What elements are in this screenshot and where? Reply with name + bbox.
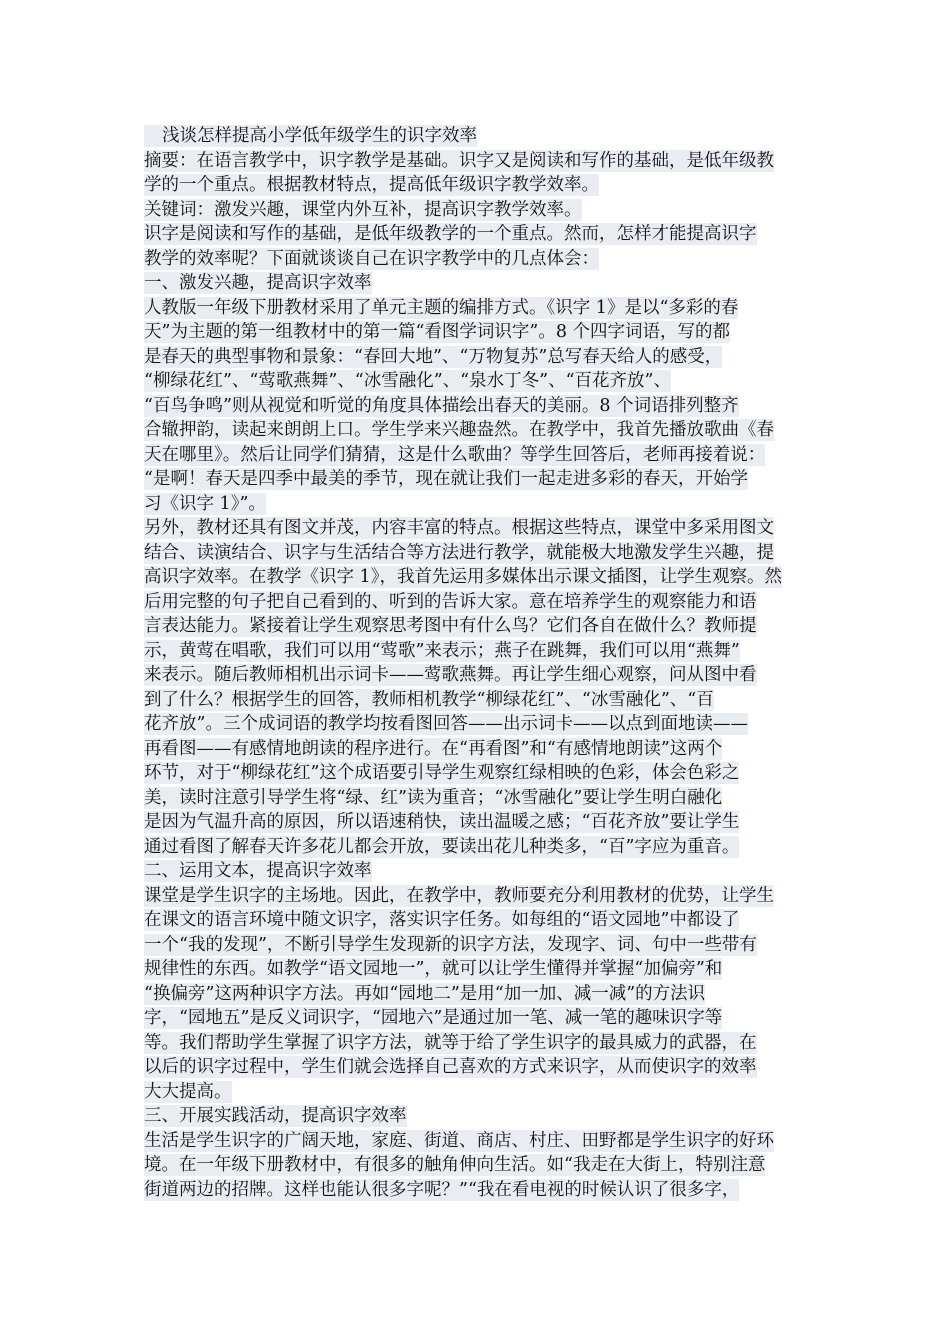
text-line-content: 后用完整的句子把自己看到的、听到的告诉大家。意在培养学生的观察能力和语	[144, 591, 757, 612]
text-line-content: 规律性的东西。如教学“语文园地一”，就可以让学生懂得并掌握“加偏旁”和	[144, 959, 723, 979]
text-line-content: 街道两边的招牌。这样也能认很多字呢？”“我在看电视的时候认识了很多字，	[144, 1179, 740, 1200]
text-line-content: 识字是阅读和写作的基础，是低年级教学的一个重点。然而，怎样才能提高识字	[144, 224, 757, 244]
text-line	[144, 810, 810, 835]
text-line	[144, 1080, 810, 1105]
text-line-content: 高识字效率。在教学《识字 1》，我首先运用多媒体出示课文插图，让学生观察。然	[144, 567, 782, 587]
text-line	[144, 541, 810, 566]
text-line-content: “柳绿花红”、“莺歌燕舞”、“冰雪融化”、“泉水丁冬”、“百花齐放”、	[144, 371, 671, 391]
text-line-content: 一个“我的发现”，不断引导学生发现新的识字方法，发现字、词、句中一些带有	[144, 934, 757, 955]
text-line-content: 学的一个重点。根据教材特点，提高低年级识字教学效率。	[144, 175, 599, 195]
text-line-content: 关键词：激发兴趣，课堂内外互补，提高识字教学效率。	[144, 199, 582, 220]
text-line	[144, 712, 810, 737]
text-line	[144, 957, 810, 982]
text-line-content: 在课文的语言环境中随文识字，落实识字任务。如每组的“语文园地”中都设了	[144, 910, 740, 930]
text-line	[144, 222, 810, 247]
text-line	[144, 933, 810, 958]
document-title-text: 浅谈怎样提高小学低年级学生的识字效率	[144, 125, 477, 147]
document-title	[144, 124, 810, 149]
text-line-content: “是啊！春天是四季中最美的季节，现在就让我们一起走进多彩的春天，开始学	[144, 469, 748, 489]
text-line	[144, 1104, 810, 1129]
text-line	[144, 908, 810, 933]
text-line	[144, 394, 810, 419]
text-line	[144, 1055, 810, 1080]
text-line-content: 课堂是学生识字的主场地。因此，在教学中，教师要充分利用教材的优势，让学生	[144, 885, 774, 906]
text-line-content: 美，读时注意引导学生将“绿、红”读为重音；“冰雪融化”要让学生明白融化	[144, 787, 723, 808]
text-line	[144, 198, 810, 223]
text-line	[144, 173, 810, 198]
text-line	[144, 761, 810, 786]
text-line	[144, 149, 810, 174]
text-line-content: 以后的识字过程中，学生们就会选择自己喜欢的方式来识字，从而使识字的效率	[144, 1057, 757, 1077]
text-line-content: 天在哪里》。然后让同学们猜猜，这是什么歌曲？等学生回答后，老师再接着说：	[144, 444, 766, 465]
text-line-content: 等。我们帮助学生掌握了识字方法，就等于给了学生识字的最具威力的武器，在	[144, 1032, 757, 1053]
text-line	[144, 1129, 810, 1154]
text-line-content: 字，“园地五”是反义词识字，“园地六”是通过加一笔、减一笔的趣味识字等	[144, 1008, 723, 1028]
text-line-content: 习《识字 1》”。	[144, 493, 266, 514]
text-line	[144, 271, 810, 296]
text-line	[144, 345, 810, 370]
text-line	[144, 590, 810, 615]
text-line	[144, 516, 810, 541]
text-line-content: 教学的效率呢？下面就谈谈自己在识字教学中的几点体会：	[144, 248, 599, 269]
text-line	[144, 614, 810, 639]
text-line	[144, 688, 810, 713]
text-line	[144, 663, 810, 688]
text-line	[144, 1031, 810, 1056]
text-line	[144, 418, 810, 443]
text-line-content: 人教版一年级下册教材采用了单元主题的编排方式。《识字 1》是以“多彩的春	[144, 297, 739, 318]
text-line	[144, 492, 810, 517]
text-line-content: 示，黄莺在唱歌，我们可以用“莺歌”来表示；燕子在跳舞，我们可以用“燕舞”	[144, 640, 740, 661]
text-line	[144, 443, 810, 468]
text-line	[144, 1153, 810, 1178]
text-line-content: 通过看图了解春天许多花儿都会开放，要读出花儿种类多，“百”字应为重音。	[144, 836, 740, 857]
text-line	[144, 884, 810, 909]
text-line	[144, 1178, 810, 1203]
text-line-content: 言表达能力。紧接着让学生观察思考图中有什么鸟？它们各自在做什么？教师提	[144, 616, 757, 636]
text-line	[144, 247, 810, 272]
text-line	[144, 369, 810, 394]
text-line-content: 摘要：在语言教学中，识字教学是基础。识字又是阅读和写作的基础，是低年级教	[144, 150, 774, 171]
text-line-content: 结合、读演结合、识字与生活结合等方法进行教学，就能极大地激发学生兴趣，提	[144, 542, 774, 563]
text-line	[144, 786, 810, 811]
text-line	[144, 467, 810, 492]
text-line	[144, 1006, 810, 1031]
text-line-content: “百鸟争鸣”则从视觉和听觉的角度具体描绘出春天的美丽。8 个词语排列整齐	[144, 395, 739, 416]
text-line-content: “换偏旁”这两种识字方法。再如“园地二”是用“加一加、减一减”的方法识	[144, 983, 706, 1004]
text-line-content: 一、激发兴趣，提高识字效率	[144, 273, 372, 293]
text-line-content: 是因为气温升高的原因，所以语速稍快，读出温暖之感；“百花齐放”要让学生	[144, 812, 740, 832]
text-line-content: 花齐放”。三个成词语的教学均按看图回答——出示词卡——以点到面地读——	[144, 714, 748, 734]
text-line-content: 合辙押韵，读起来朗朗上口。学生学来兴趣盎然。在教学中，我首先播放歌曲《春	[144, 420, 774, 440]
text-line-content: 环节，对于“柳绿花红”这个成语要引导学生观察红绿相映的色彩，体会色彩之	[144, 763, 740, 783]
text-line-content: 大大提高。	[144, 1081, 232, 1102]
text-line-content: 生活是学生识字的广阔天地，家庭、街道、商店、村庄、田野都是学生识字的好环	[144, 1130, 774, 1151]
text-line	[144, 835, 810, 860]
text-line	[144, 639, 810, 664]
document-body	[144, 124, 810, 1202]
text-line-content: 再看图——有感情地朗读的程序进行。在“再看图”和“有感情地朗读”这两个	[144, 738, 723, 759]
text-line-content: 另外，教材还具有图文并茂，内容丰富的特点。根据这些特点，课堂中多采用图文	[144, 518, 774, 538]
text-line-content: 是春天的典型事物和景象：“春回大地”、“万物复苏”总写春天给人的感受，	[144, 346, 723, 367]
text-line	[144, 737, 810, 762]
text-line	[144, 320, 810, 345]
text-line-content: 到了什么？根据学生的回答，教师相机教学“柳绿花红”、“冰雪融化”、“百	[144, 689, 714, 710]
text-line-content: 二、运用文本，提高识字效率	[144, 861, 372, 881]
text-line	[144, 296, 810, 321]
text-line-content: 天”为主题的第一组教材中的第一篇“看图学词识字”。8 个四字词语，写的都	[144, 322, 731, 342]
text-line-content: 境。在一年级下册教材中，有很多的触角伸向生活。如“我走在大街上，特别注意	[144, 1155, 766, 1175]
text-line	[144, 565, 810, 590]
text-line-content: 来表示。随后教师相机出示词卡——莺歌燕舞。再让学生细心观察，问从图中看	[144, 665, 757, 685]
text-line-content: 三、开展实践活动，提高识字效率	[144, 1106, 407, 1126]
text-line	[144, 982, 810, 1007]
text-line	[144, 859, 810, 884]
